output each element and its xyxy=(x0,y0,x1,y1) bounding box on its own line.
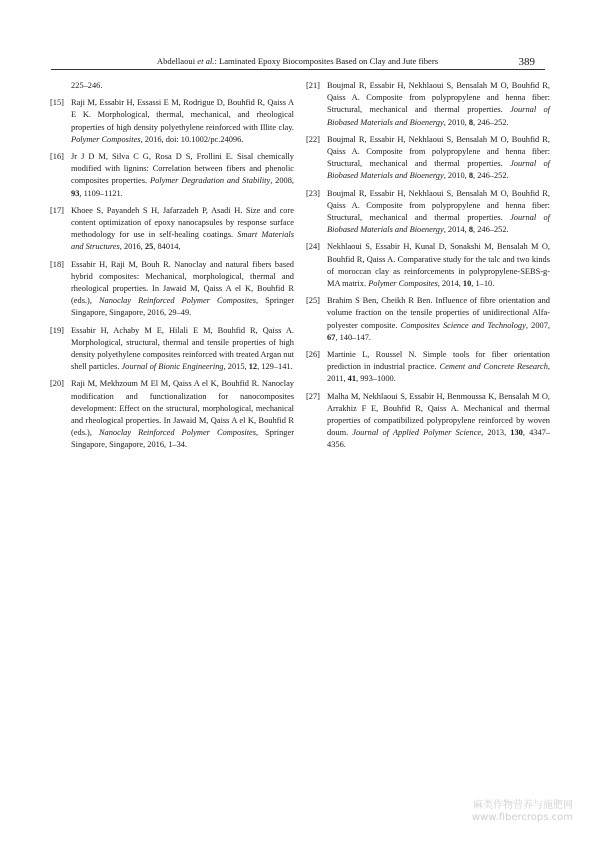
reference-pages: , 246–252. xyxy=(473,225,509,235)
reference-number: [16] xyxy=(50,152,64,162)
reference-source: Journal of Biobased Materials and Bioenergy xyxy=(327,159,550,181)
reference-source: Nanoclay Reinforced Polymer Composites xyxy=(98,428,257,438)
header-authors: Abdellaoui xyxy=(156,56,196,66)
reference-authors-title: Raji M, Essabir H, Essassi E M, Rodrigue D, Bouhfid R, Qaiss A E K. Morphological, thermal, mechanical, and rheological properties of high density polyethylene reinforced with Illite clay. xyxy=(71,98,294,132)
reference-source: Journal of Bionic Engineering xyxy=(121,362,224,372)
reference-entry xyxy=(306,134,550,183)
running-head xyxy=(50,53,545,69)
reference-entry xyxy=(306,391,550,452)
reference-source: Composites Science and Technology xyxy=(400,320,526,330)
references-right-column xyxy=(306,80,550,457)
reference-entry xyxy=(50,325,294,374)
reference-year: , 2015, xyxy=(223,362,249,372)
reference-authors-title: Raji M, Mekhzoum M El M, Qaiss A el K, Bouhfid R. Nanoclay modification and functionalization for nanocomposites development: Effect on the structural, morphological, mechanical and rheological properties. In Jawaid M, Qaiss A el K, Bouhfid R (eds.), xyxy=(71,379,294,438)
reference-authors-title: Boujmal R, Essabir H, Nekhlaoui S, Bensalah M O, Bouhfid R, Qaiss A. Composite from polypropylene and henna fiber: Structural, mechanical and thermal properties. xyxy=(327,81,550,115)
header-title: : Laminated Epoxy Biocomposites Based on Clay and Jute fibers xyxy=(214,56,439,66)
reference-authors-title: Martinie L, Roussel N. Simple tools for fiber orientation prediction in industrial practice. xyxy=(327,350,550,372)
reference-authors-title: Boujmal R, Essabir H, Nekhlaoui S, Bensalah M O, Bouhfid R, Qaiss A. Composite from polypropylene and henna fiber: Structural, mechanical and thermal properties. xyxy=(327,188,550,223)
watermark xyxy=(472,800,573,824)
reference-text xyxy=(327,349,550,386)
reference-pages: , 993–1000. xyxy=(356,374,396,384)
header-rule xyxy=(51,69,545,70)
reference-volume: 8 xyxy=(468,117,473,127)
reference-number: [27] xyxy=(306,391,320,401)
reference-entry xyxy=(50,259,294,320)
reference-text xyxy=(71,205,294,254)
page-number: 389 xyxy=(518,56,535,68)
reference-source: Polymer Degradation and Stability xyxy=(149,176,271,186)
reference-text xyxy=(327,188,550,237)
reference-entry xyxy=(50,151,294,200)
reference-source: Polymer Composites xyxy=(71,134,141,144)
reference-volume: 25 xyxy=(144,242,154,252)
reference-volume: 93 xyxy=(71,188,80,198)
reference-year: , 2014, xyxy=(437,279,463,289)
reference-year: , 2007, xyxy=(525,320,550,330)
reference-authors-title: Boujmal R, Essabir H, Nekhlaoui S, Bensalah M O, Bouhfid R, Qaiss A. Composite from polypropylene and henna fiber: Structural, mechanical and thermal properties. xyxy=(327,134,550,169)
reference-number: [24] xyxy=(306,242,320,252)
reference-entry xyxy=(50,378,294,451)
reference-number: [17] xyxy=(50,205,64,215)
reference-text xyxy=(327,134,550,183)
reference-entry xyxy=(50,205,294,254)
reference-entry xyxy=(306,188,550,237)
references-left-column xyxy=(50,80,294,457)
reference-volume: 41 xyxy=(347,374,357,384)
reference-authors-title: Essabir H, Raji M, Bouh R. Nanoclay and natural fibers based hybrid composites: Mechanical, morphological, thermal and rheological properties. In Jawaid M, Qaiss A el K, Bouhfid R (eds.), xyxy=(71,259,294,306)
reference-number: [21] xyxy=(306,81,320,90)
reference-pages: , 246–252. xyxy=(473,171,509,181)
reference-source: Journal of Biobased Materials and Bioenergy xyxy=(327,105,550,127)
reference-entry xyxy=(306,295,550,344)
reference-authors-title: Nekhlaoui S, Essabir H, Kunal D, Sonakshi M, Bensalah M O, Bouhfid R, Qaiss A. Comparative study for the talc and two kinds of moroccan clay as reinforcements in polypropylene-SEBS-g-MA matrix. xyxy=(327,242,550,289)
reference-year: , Springer Singapore, Singapore, 2016, 29–49. xyxy=(71,296,294,318)
reference-pages: , 1–10. xyxy=(471,279,495,289)
reference-number: [26] xyxy=(306,350,320,360)
reference-authors-title: Malha M, Nekhlaoui S, Essabir H, Benmoussa K, Bensalah M O, Arrakhiz F E, Bouhfid R, Qaiss A. Mechanical and thermal properties of compatibilized polypropylene reinforced by woven doum. xyxy=(327,391,550,438)
reference-volume: 67 xyxy=(327,332,336,342)
reference-number: [22] xyxy=(306,134,320,144)
watermark-line-2: www.fibercrops.com xyxy=(471,812,573,823)
reference-year: , Springer Singapore, Singapore, 2016, 1–34. xyxy=(71,428,294,450)
reference-year: , 2013, xyxy=(481,428,511,438)
reference-source: Journal of Applied Polymer Science xyxy=(352,428,482,438)
reference-number: [18] xyxy=(50,259,64,269)
reference-entry xyxy=(306,241,550,290)
reference-year: , 2008, xyxy=(270,176,295,186)
reference-year: , 2014, xyxy=(443,225,469,235)
reference-pages: , 4347–4356. xyxy=(327,428,550,450)
header-etal: et al. xyxy=(197,56,215,66)
reference-source: Cement and Concrete Research xyxy=(439,362,548,372)
reference-year: , 2010, xyxy=(443,117,469,127)
reference-entry xyxy=(306,80,550,129)
reference-entry xyxy=(306,349,550,386)
reference-authors-title: Brahim S Ben, Cheikh R Ben. Influence of fibre orientation and volume fraction on the tensile properties of unidirectional Alfa-polyester composite. xyxy=(327,296,550,330)
reference-source: Journal of Biobased Materials and Bioenergy xyxy=(327,213,550,235)
watermark-line-1: 麻类作物营养与施肥网 xyxy=(473,800,573,811)
reference-volume: 12 xyxy=(248,362,258,372)
reference-number: [15] xyxy=(50,98,64,108)
reference-pages: , 246–252. xyxy=(473,117,509,127)
reference-year: , 2010, xyxy=(443,171,469,181)
reference-text xyxy=(71,151,294,200)
reference-text xyxy=(50,80,294,92)
reference-text xyxy=(71,325,294,374)
running-head-title xyxy=(50,53,545,69)
reference-text xyxy=(327,80,550,129)
reference-pages: , 84014, xyxy=(153,242,181,252)
reference-source: Nanoclay Reinforced Polymer Composites xyxy=(98,296,257,306)
reference-entry xyxy=(50,97,294,146)
reference-year: , 2016, xyxy=(119,242,145,252)
reference-source: Smart Materials and Structures xyxy=(71,230,295,252)
reference-volume: 8 xyxy=(468,171,473,181)
reference-volume: 10 xyxy=(462,279,472,289)
reference-authors-title: 225–246. xyxy=(71,81,103,90)
reference-text xyxy=(327,241,550,290)
reference-authors-title: Essabir H, Achaby M E, Hilali E M, Bouhfid R, Qaiss A. Morphological, structural, thermal and tensile properties of high density polyethylene composites reinforced with treated Argan nut shell particles. xyxy=(71,325,294,372)
reference-volume: 130 xyxy=(510,428,523,438)
reference-pages: , 129–141. xyxy=(257,362,293,372)
reference-authors-title: Khoee S, Payandeh S H, Jafarzadeh P, Asadi H. Size and core content optimization of epoxy nanocapsules by response surface methodology for use in self-healing coatings. xyxy=(71,205,294,240)
reference-text xyxy=(327,295,550,344)
reference-pages: , 1109–1121. xyxy=(79,188,123,198)
reference-pages: , 140–147. xyxy=(335,332,371,342)
reference-volume: 8 xyxy=(468,225,473,235)
reference-entry xyxy=(50,80,294,92)
reference-number: [20] xyxy=(50,379,64,389)
reference-year: , 2016, doi: 10.1002/pc.24096. xyxy=(140,134,244,144)
reference-number: [23] xyxy=(306,188,320,198)
reference-source: Polymer Composites xyxy=(368,279,438,289)
reference-text xyxy=(71,97,294,146)
reference-number: [25] xyxy=(306,296,320,306)
reference-year: , 2011, xyxy=(327,362,550,384)
reference-authors-title: Jr J D M, Silva C G, Rosa D S, Frollini E. Sisal chemically modified with lignins: Correlation between fibers and phenolic composites properties. xyxy=(71,152,294,186)
reference-text xyxy=(327,391,550,452)
reference-text xyxy=(71,259,294,320)
reference-text xyxy=(71,378,294,451)
reference-number: [19] xyxy=(50,325,64,335)
